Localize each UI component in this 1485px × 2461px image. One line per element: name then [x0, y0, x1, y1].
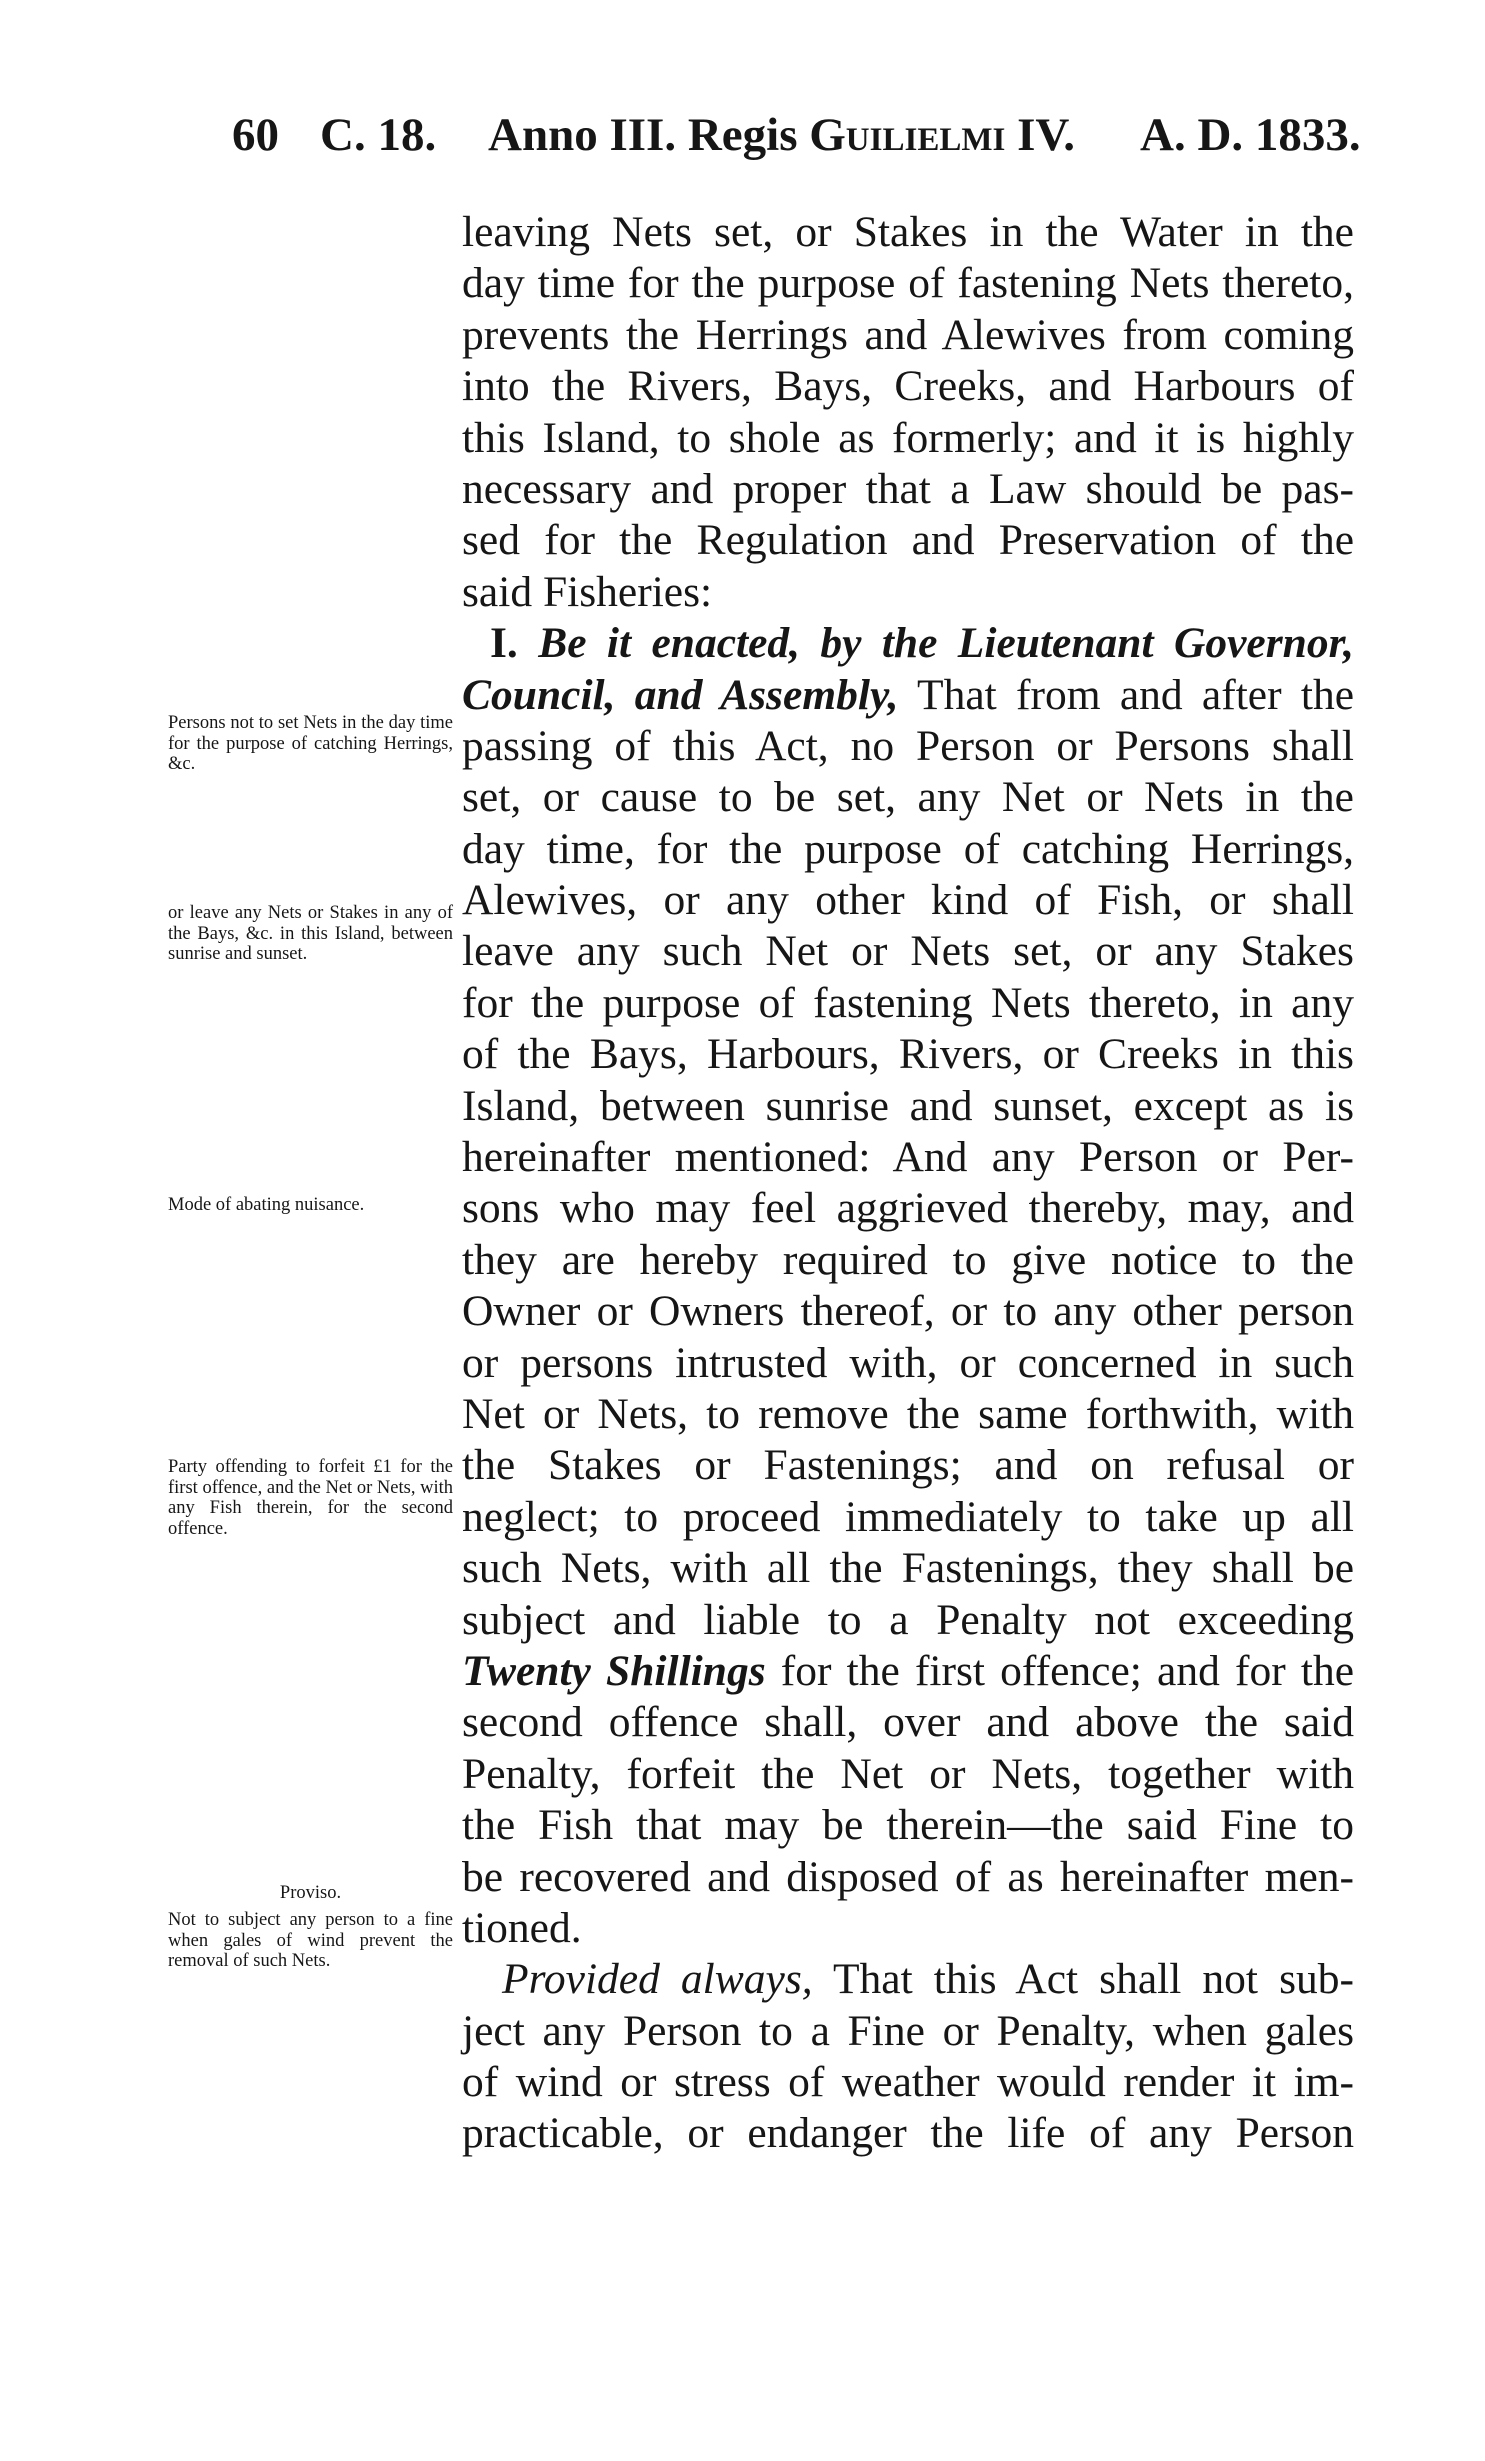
statute-text: [462, 207, 1354, 2160]
text-line: day time, for the purpose of catching Herrings,: [462, 824, 1354, 873]
margin-note: Persons not to set Nets in the day time for the purpose of catching Herrings, &c.: [168, 713, 453, 774]
header-title: [488, 109, 1076, 161]
text-line: practicable, or endanger the life of any Person: [462, 2109, 1354, 2158]
text-line: prevents the Herrings and Alewives from coming: [462, 310, 1354, 359]
text-line: sons who may feel aggrieved thereby, may, and: [462, 1184, 1354, 1233]
text-line: Twenty Shillings for the first offence; and for the: [462, 1646, 1354, 1695]
enacting-clause: Be it enacted, by the Lieutenant Governor,: [538, 619, 1355, 668]
text-line: said Fisheries:: [462, 567, 713, 616]
text-line: be recovered and disposed of as hereinafter men-: [462, 1852, 1354, 1901]
text-line: sed for the Regulation and Preservation of the: [462, 516, 1354, 565]
margin-note: Proviso.: [279, 1883, 342, 1903]
text-line: necessary and proper that a Law should be pas-: [462, 464, 1354, 513]
text-line: hereinafter mentioned: And any Person or Per-: [462, 1133, 1354, 1182]
text-line: the Fish that may be therein—the said Fine to: [462, 1801, 1354, 1850]
margin-note: or leave any Nets or Stakes in any of the Bays, &c. in this Island, between sunrise and sunset.: [168, 903, 453, 964]
text-line: set, or cause to be set, any Net or Nets in the: [462, 773, 1354, 822]
text-line: leaving Nets set, or Stakes in the Water in the: [462, 208, 1354, 256]
header-year: A. D. 1833.: [1140, 109, 1361, 161]
text-line: second offence shall, over and above the said: [462, 1698, 1354, 1747]
header-title-prefix: Anno III. Regis: [488, 109, 798, 161]
chapter-number: C. 18.: [320, 109, 437, 161]
margin-note: Not to subject any person to a fine when gales of wind prevent the removal of such Nets.: [168, 1910, 453, 1971]
section-number: I.: [490, 619, 518, 668]
text-line: this Island, to shole as formerly; and it is highly: [462, 413, 1354, 462]
text-line: Owner or Owners thereof, or to any other person: [462, 1287, 1354, 1336]
text-line: they are hereby required to give notice to the: [462, 1235, 1354, 1284]
text-line: Council, and Assembly, That from and after the: [462, 670, 1354, 719]
page-number: 60: [232, 109, 279, 161]
text-line: leave any such Net or Nets set, or any Stakes: [462, 927, 1354, 976]
text-line: such Nets, with all the Fastenings, they shall be: [462, 1544, 1354, 1593]
text-line: Net or Nets, to remove the same forthwith, with: [462, 1389, 1354, 1438]
text-line: ject any Person to a Fine or Penalty, when gales: [462, 2006, 1354, 2055]
text-line: subject and liable to a Penalty not exceeding: [462, 1595, 1354, 1644]
margin-note: Party offending to forfeit £1 for the first offence, and the Net or Nets, with any Fish therein, for the second offence.: [168, 1457, 453, 1539]
text-line: of wind or stress of weather would render it im-: [462, 2058, 1354, 2107]
section-heading-line: [462, 618, 1354, 669]
text-line: Alewives, or any other kind of Fish, or shall: [462, 876, 1354, 925]
text-line: Island, between sunrise and sunset, except as is: [462, 1081, 1354, 1130]
text-line: for the purpose of fastening Nets thereto, in any: [462, 978, 1354, 1027]
text-line: of the Bays, Harbours, Rivers, or Creeks in this: [462, 1030, 1354, 1079]
enacting-clause-cont: Council, and Assembly,: [462, 670, 899, 719]
text-line: or persons intrusted with, or concerned in such: [462, 1338, 1354, 1387]
text-line: into the Rivers, Bays, Creeks, and Harbours of: [462, 362, 1354, 411]
text-line: day time for the purpose of fastening Nets thereto,: [462, 259, 1354, 308]
proviso-line: Provided always, That this Act shall not sub-: [502, 1955, 1355, 2004]
proviso-phrase: Provided always,: [502, 1955, 813, 2004]
text-line: the Stakes or Fastenings; and on refusal or: [462, 1441, 1354, 1490]
margin-note: Mode of abating nuisance.: [168, 1195, 365, 1215]
text-line: Penalty, forfeit the Net or Nets, together with: [462, 1749, 1354, 1798]
text-line: passing of this Act, no Person or Persons shall: [462, 721, 1354, 770]
header-title-name: Guilielmi: [809, 109, 1006, 161]
text-line: tioned.: [462, 1903, 582, 1952]
header-title-suffix: IV.: [1017, 109, 1076, 161]
text-line: neglect; to proceed immediately to take up all: [462, 1492, 1354, 1541]
penalty-amount: Twenty Shillings: [462, 1646, 766, 1695]
